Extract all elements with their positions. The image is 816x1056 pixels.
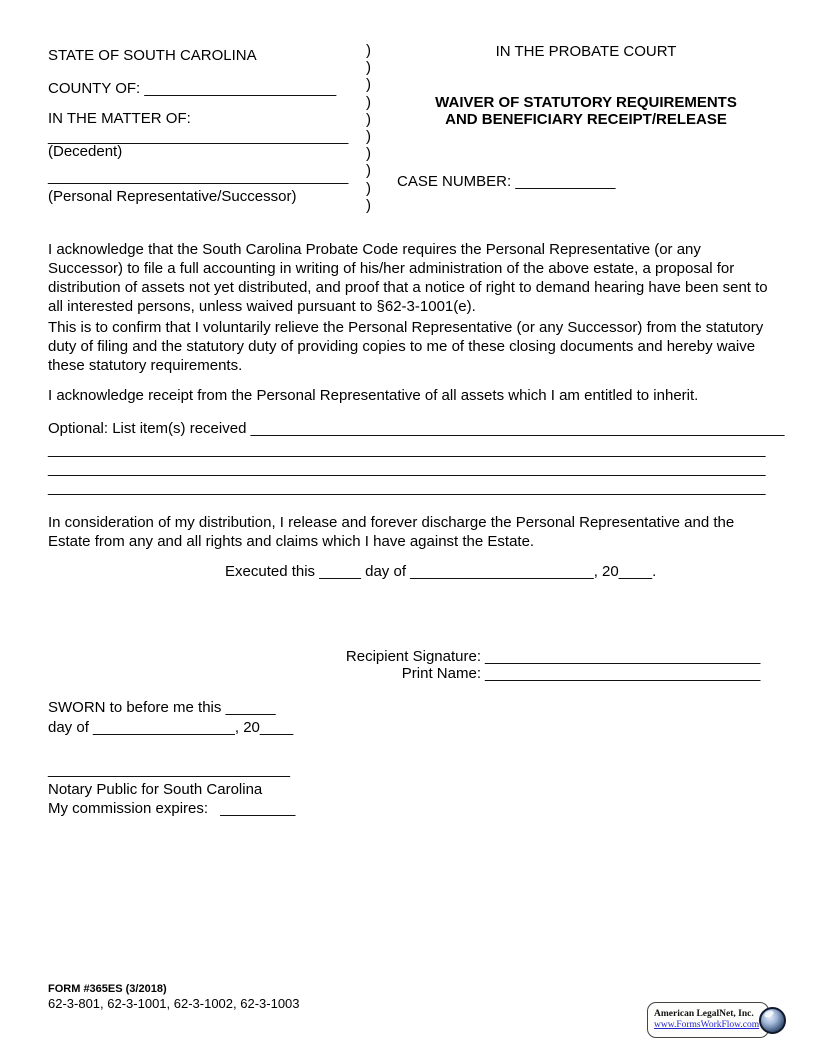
commission-blank-field[interactable]: _________: [220, 800, 296, 817]
paren-glyph: ): [366, 42, 371, 59]
notary-block: [48, 760, 295, 819]
executed-year-field[interactable]: ____: [618, 563, 653, 580]
items-extra-line-field[interactable]: ______________________________________________________________________________________: [48, 479, 766, 496]
decedent-caption: (Decedent): [48, 143, 123, 160]
commission-line: [48, 799, 295, 819]
legalnet-logo: [647, 1002, 769, 1038]
case-number-blank-field[interactable]: ____________: [515, 173, 616, 190]
executed-prefix: Executed this: [225, 563, 316, 580]
print-name-field[interactable]: _________________________________: [485, 665, 761, 682]
sworn-year-prefix: , 20: [234, 718, 260, 736]
county-label: COUNTY OF:: [48, 80, 141, 97]
notary-signature-field[interactable]: _____________________________: [48, 761, 290, 778]
form-number: FORM #365ES (3/2018): [48, 983, 167, 995]
waiver-paragraph: This is to confirm that I voluntarily relieve the Personal Representative (or any Successor) from the statutory duty of filing and the statutory duty of providing copies to me of these closing documents and hereby waive these statutory requirements.: [48, 319, 764, 374]
legalnet-logo-text: [654, 1009, 759, 1031]
court-name: IN THE PROBATE COURT: [495, 43, 677, 60]
county-row: [48, 80, 336, 97]
form-title-line1: WAIVER OF STATUTORY REQUIREMENTS: [435, 94, 737, 111]
form-title-line2: AND BENEFICIARY RECEIPT/RELEASE: [445, 111, 727, 128]
case-number-label: CASE NUMBER:: [397, 173, 512, 190]
paren-glyph: ): [366, 196, 371, 214]
sworn-day-of-label: day of: [48, 718, 89, 736]
executed-year-prefix: , 20: [593, 563, 619, 580]
logo-company-name: American LegalNet, Inc.: [654, 1009, 754, 1019]
caption-divider-parens: [366, 42, 371, 214]
paren-glyph: ): [366, 76, 371, 94]
sworn-year-field[interactable]: ____: [259, 718, 294, 736]
recipient-signature-block: [335, 648, 760, 682]
release-paragraph: In consideration of my distribution, I release and forever discharge the Personal Representative and the Estate from any and all rights and claims which I have against the Estate.: [48, 514, 735, 550]
paren-glyph: ): [366, 128, 371, 146]
decedent-blank-field[interactable]: ____________________________________: [48, 128, 349, 145]
paren-glyph: ): [366, 162, 371, 180]
optional-items-row: [48, 420, 784, 437]
executed-month-field[interactable]: ______________________: [410, 563, 594, 580]
acknowledgment-paragraph: I acknowledge that the South Carolina Probate Code requires the Personal Representative (or any Successor) to file a full accounting in writing of his/her administration of the above estate, a proposal for distribution of assets not yet distributed, and proof that a notice of right to demand hearing have been sent to all interested persons, unless waived pursuant to §62-3-1001(e).: [48, 241, 768, 315]
case-number-row: [397, 173, 615, 190]
logo-website-link[interactable]: www.FormsWorkFlow.com: [654, 1020, 760, 1030]
sworn-month-field[interactable]: _________________: [93, 718, 235, 736]
executed-line: [225, 563, 656, 580]
representative-blank-field[interactable]: ____________________________________: [48, 168, 349, 185]
sworn-prefix: SWORN to before me this: [48, 699, 222, 716]
matter-label: IN THE MATTER OF:: [48, 110, 191, 127]
commission-label: My commission expires:: [48, 800, 209, 817]
sworn-line: [48, 698, 293, 718]
executed-day-field[interactable]: _____: [319, 563, 361, 580]
receipt-paragraph: I acknowledge receipt from the Personal Representative of all assets which I am entitled to inherit.: [48, 387, 699, 404]
statute-references: 62-3-801, 62-3-1001, 62-3-1002, 62-3-1003: [48, 996, 300, 1011]
optional-items-blank-field[interactable]: ________________________________________________________________: [250, 420, 785, 437]
executed-middle: day of: [365, 563, 406, 580]
county-blank-field[interactable]: _______________________: [144, 80, 337, 97]
globe-icon: [759, 1007, 786, 1034]
items-extra-line-field[interactable]: ______________________________________________________________________________________: [48, 460, 766, 477]
items-extra-line-field[interactable]: ______________________________________________________________________________________: [48, 441, 766, 458]
paren-glyph: ): [366, 110, 371, 128]
recipient-signature-field[interactable]: _________________________________: [485, 648, 761, 665]
executed-suffix: .: [652, 563, 657, 580]
paren-glyph: ): [366, 145, 371, 163]
optional-items-extra-lines: [48, 440, 765, 497]
representative-caption: (Personal Representative/Successor): [48, 188, 297, 205]
paren-glyph: ): [366, 59, 371, 77]
paren-glyph: ): [366, 93, 371, 111]
notary-title: Notary Public for South Carolina: [48, 780, 263, 798]
print-name-label: Print Name:: [401, 665, 481, 682]
sworn-day-field[interactable]: ______: [225, 699, 276, 716]
sworn-date-line: [48, 718, 293, 738]
recipient-signature-label: Recipient Signature:: [345, 648, 481, 665]
paren-glyph: ): [366, 179, 371, 197]
state-caption: STATE OF SOUTH CAROLINA: [48, 47, 257, 64]
sworn-block: [48, 698, 293, 737]
optional-items-label: Optional: List item(s) received: [48, 420, 247, 437]
